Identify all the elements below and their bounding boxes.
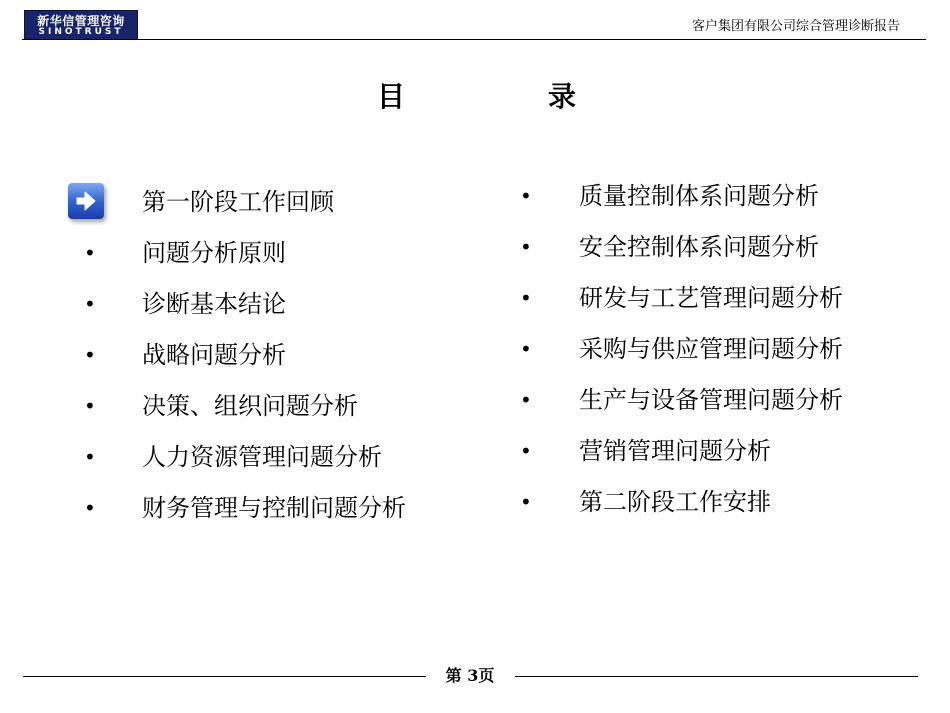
bullet: • — [520, 490, 532, 514]
toc-item-label: 财务管理与控制问题分析 — [142, 494, 406, 522]
logo-english-text: SINOTRUST — [38, 27, 124, 37]
bullet: • — [84, 343, 96, 367]
footer-divider-right — [515, 676, 918, 677]
page-number: 第 3页 — [445, 666, 495, 685]
toc-item-label: 生产与设备管理问题分析 — [579, 386, 843, 414]
bullet: • — [84, 496, 96, 520]
footer-divider-left — [23, 676, 426, 677]
bullet: • — [84, 445, 96, 469]
toc-item-label: 营销管理问题分析 — [579, 437, 771, 465]
company-logo — [24, 10, 138, 40]
logo-chinese-text: 新华信管理咨询 — [37, 14, 125, 28]
bullet: • — [520, 439, 532, 463]
bullet: • — [84, 241, 96, 265]
toc-item-label: 第一阶段工作回顾 — [142, 188, 334, 216]
toc-item-label: 诊断基本结论 — [142, 290, 286, 318]
bullet: • — [84, 394, 96, 418]
header-divider — [22, 39, 926, 40]
page-title-left: 目 — [377, 80, 406, 113]
toc-item-label: 问题分析原则 — [142, 239, 286, 267]
bullet: • — [84, 292, 96, 316]
toc-item-label: 第二阶段工作安排 — [579, 488, 771, 516]
report-title: 客户集团有限公司综合管理诊断报告 — [691, 19, 900, 34]
bullet: • — [520, 388, 532, 412]
arrow-right-icon — [68, 183, 104, 219]
bullet: • — [520, 337, 532, 361]
bullet: • — [520, 235, 532, 259]
toc-item-label: 人力资源管理问题分析 — [142, 443, 382, 471]
toc-item-label: 战略问题分析 — [142, 341, 286, 369]
toc-item-label: 决策、组织问题分析 — [142, 392, 358, 420]
toc-item-label: 采购与供应管理问题分析 — [579, 335, 843, 363]
toc-item-label: 质量控制体系问题分析 — [579, 182, 819, 210]
toc-item-label: 安全控制体系问题分析 — [579, 233, 819, 261]
bullet: • — [520, 184, 532, 208]
bullet: • — [520, 286, 532, 310]
page-title-right: 录 — [548, 80, 577, 113]
toc-item-label: 研发与工艺管理问题分析 — [579, 284, 843, 312]
